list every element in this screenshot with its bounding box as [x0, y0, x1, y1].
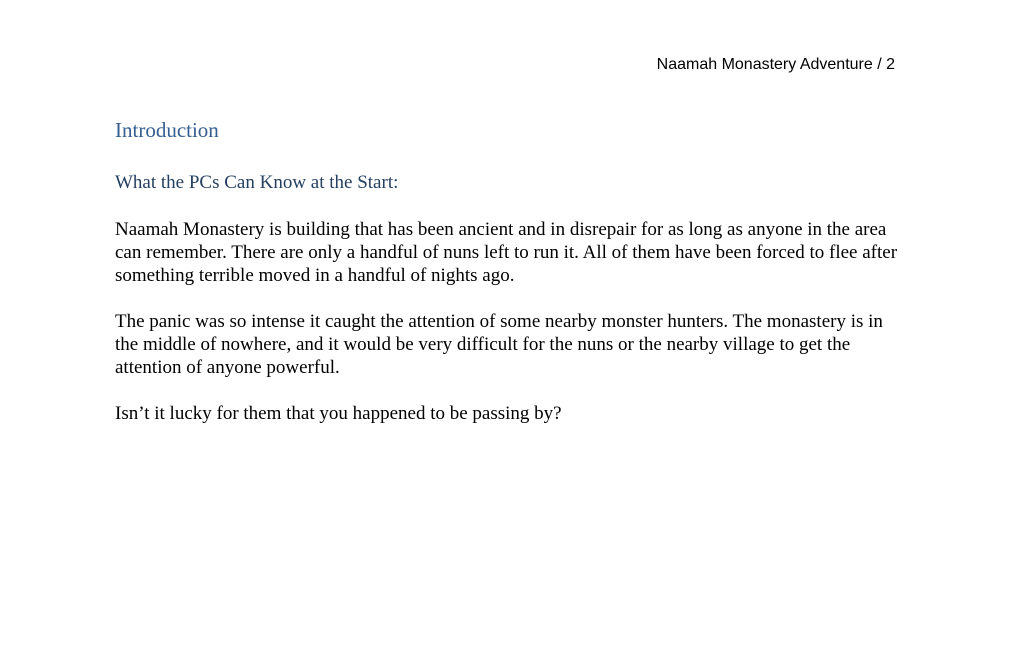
section-heading: Introduction [115, 118, 219, 142]
paragraph: Isn’t it lucky for them that you happened to be passing by? [115, 403, 562, 424]
document-body [115, 116, 905, 448]
section-subheading: What the PCs Can Know at the Start: [115, 172, 399, 193]
paragraph: Naamah Monastery is building that has been ancient and in disrepair for as long as anyone in the area can remember. There are only a handful of nuns left to run it. All of them have been forced to flee after something terrible moved in a handful of nights ago. [115, 219, 898, 286]
running-header: Naamah Monastery Adventure / 2 [656, 56, 895, 73]
paragraph: The panic was so intense it caught the attention of some nearby monster hunters. The monastery is in the middle of nowhere, and it would be very difficult for the nuns or the nearby village to get the attention of anyone powerful. [115, 311, 883, 378]
